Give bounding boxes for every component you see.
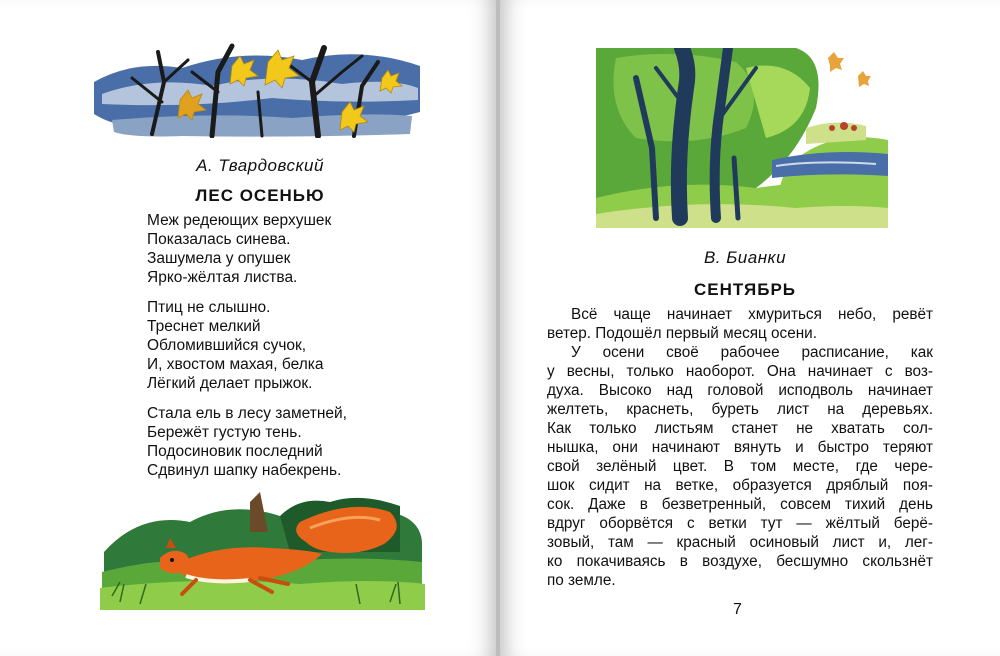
left-page: [0, 0, 496, 656]
poem-line: И, хвостом махая, белка: [147, 356, 324, 373]
poem-line: Показалась синева.: [147, 231, 291, 248]
poem-line: Бережёт густую тень.: [147, 424, 302, 441]
story-line: духа. Высоко над головой исподволь начинает: [547, 382, 933, 399]
poem-line: Зашумела у опушек: [147, 250, 291, 267]
story-paragraph: [547, 305, 933, 343]
story-line: у весны, только наоборот. Она начинает с воз-: [547, 363, 933, 380]
poem-line: Ярко-жёлтая листва.: [147, 269, 298, 286]
story-line: зовый, там — красный осиновый лист и, лег-: [547, 534, 933, 551]
autumn-trees-illustration: [92, 42, 422, 138]
poem-title: ЛЕС ОСЕНЬЮ: [195, 186, 325, 205]
poem-stanza: [147, 404, 447, 480]
poem-line: Меж редеющих верхушек: [147, 212, 332, 229]
story-line: ветер. Подошёл первый месяц осени.: [547, 325, 817, 342]
story-author: В. Бианки: [703, 248, 787, 267]
story-line: вдруг оборвётся с ветки тут — жёлтый берё-: [547, 515, 933, 532]
story-line: Как только листьям станет не хватать сол-: [547, 420, 933, 437]
story-line: шок сидит на ветке, образуется дряблый поя-: [547, 477, 933, 494]
story-line: У осени своё рабочее расписание, как: [571, 344, 933, 361]
story-line: свой зелёный цвет. В том месте, где чере-: [547, 458, 933, 475]
poem-author: А. Твардовский: [196, 156, 324, 175]
story-line: нышка, они начинают вянуть и быстро теряют: [547, 439, 933, 456]
poem-line: Подосиновик последний: [147, 443, 323, 460]
poem-line: Обломившийся сучок,: [147, 337, 307, 354]
story-line: сок. Даже в безветренный, совсем тихий день: [547, 496, 933, 513]
page-number: 7: [733, 601, 742, 618]
poem-line: Сдвинул шапку набекрень.: [147, 462, 342, 479]
poem-line: Лёгкий делает прыжок.: [147, 375, 313, 392]
poem-line: Птиц не слышно.: [147, 299, 271, 316]
story-line: по земле.: [547, 572, 616, 589]
poem-stanza: [147, 211, 447, 287]
story-line: Всё чаще начинает хмуриться небо, ревёт: [571, 306, 933, 323]
poem-line: Треснет мелкий: [147, 318, 261, 335]
poem-body: [147, 211, 447, 491]
story-body: [547, 305, 933, 590]
story-line: ко покачиваясь в воздухе, бесшумно скользнёт: [547, 553, 933, 570]
squirrel-illustration: [100, 492, 425, 610]
story-line: желтеть, краснеть, буреть лист на деревьях.: [547, 401, 933, 418]
story-title: СЕНТЯБРЬ: [693, 280, 797, 299]
forest-landscape-illustration: [596, 48, 888, 228]
poem-stanza: [147, 298, 447, 393]
poem-line: Стала ель в лесу заметней,: [147, 405, 347, 422]
story-paragraph: [547, 343, 933, 590]
